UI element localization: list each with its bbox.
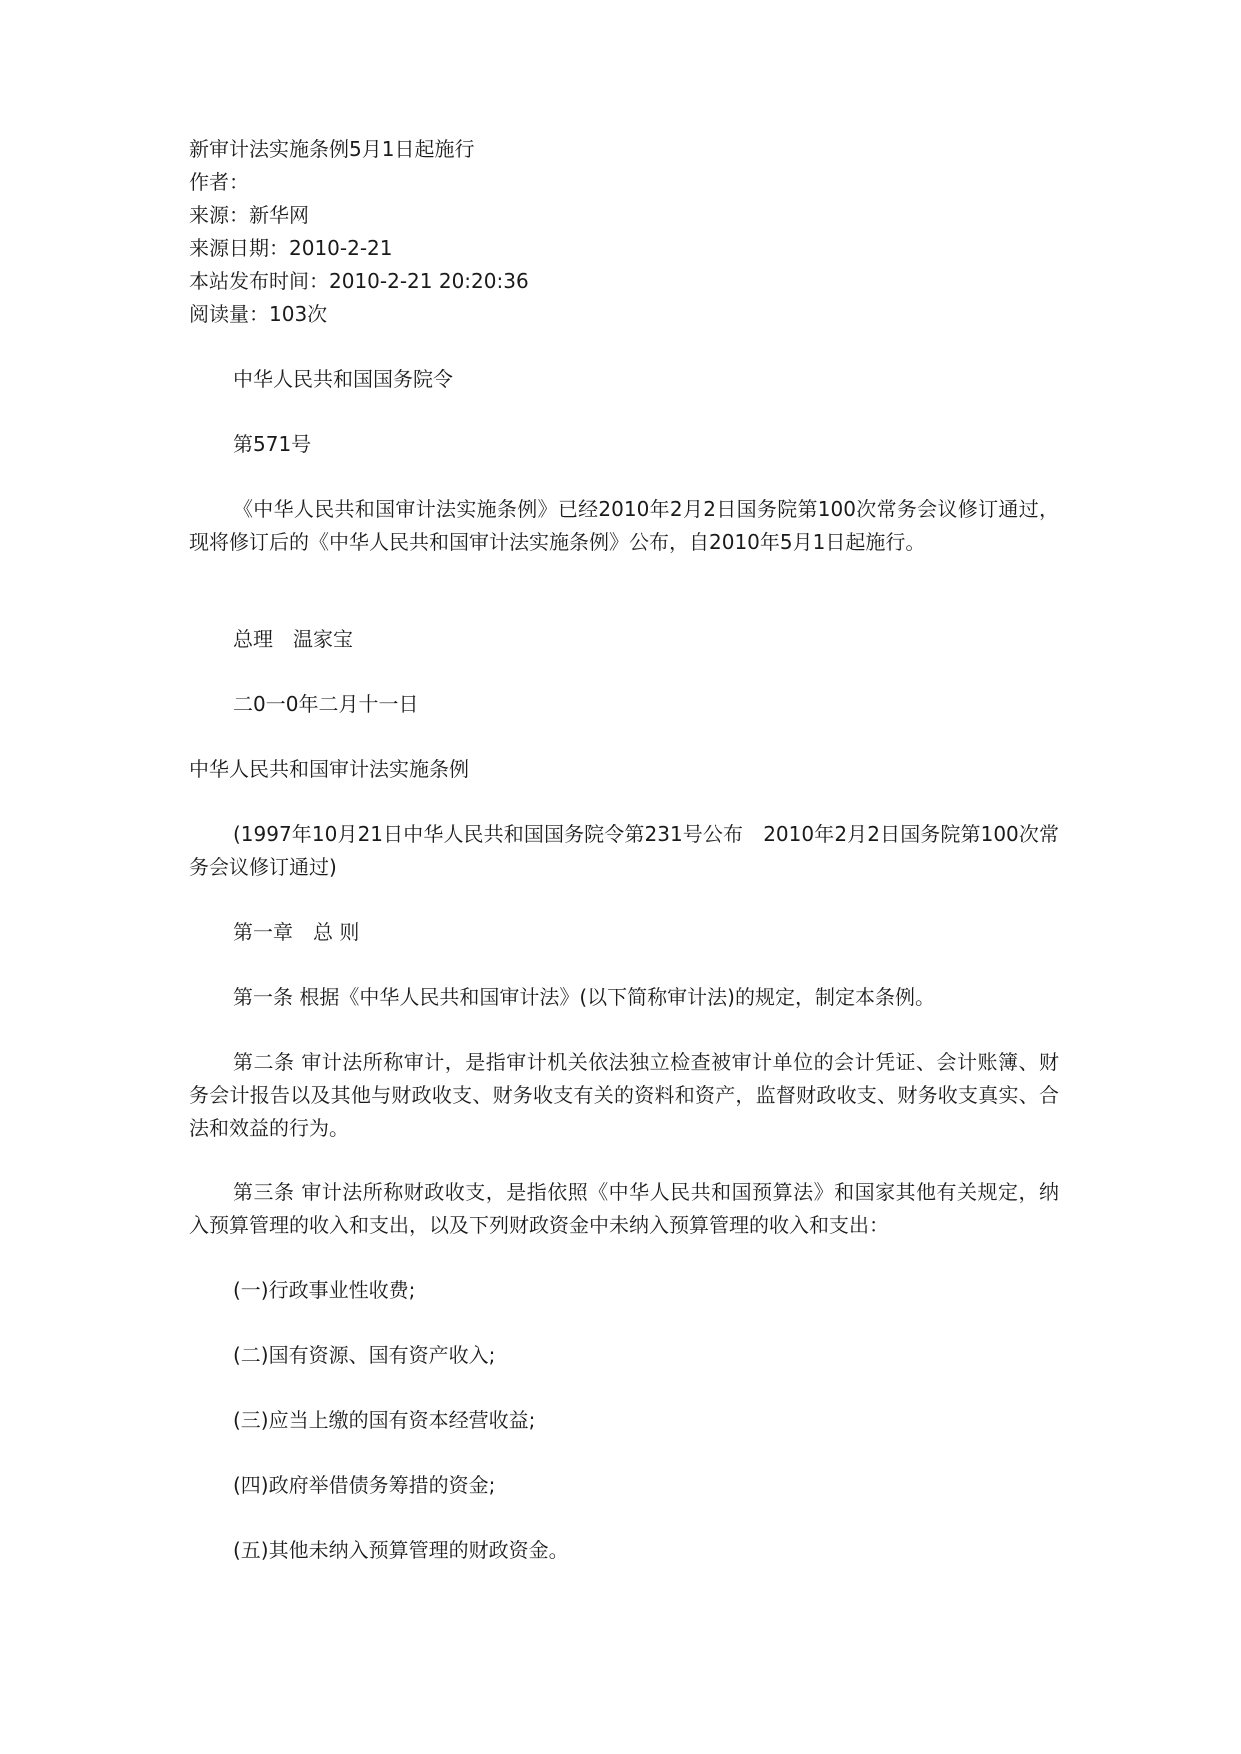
decree-signer: 总理 温家宝 xyxy=(233,627,353,651)
source-date-line: 来源日期：2010-2-21 xyxy=(189,236,393,260)
regulation-title: 中华人民共和国审计法实施条例 xyxy=(189,757,469,781)
article-1: 第一条 根据《中华人民共和国审计法》(以下简称审计法)的规定，制定本条例。 xyxy=(233,985,935,1009)
list-item: (三)应当上缴的国有资本经营收益; xyxy=(233,1408,536,1432)
list-item: (五)其他未纳入预算管理的财政资金。 xyxy=(233,1538,569,1562)
list-item: (一)行政事业性收费; xyxy=(233,1278,416,1302)
list-item: (二)国有资源、国有资产收入; xyxy=(233,1343,496,1367)
article-3: 第三条 审计法所称财政收支，是指依照《中华人民共和国预算法》和国家其他有关规定，纳入预算管理的收入和支出，以及下列财政资金中未纳入预算管理的收入和支出： xyxy=(189,1180,1059,1237)
article-title: 新审计法实施条例5月1日起施行 xyxy=(189,137,475,161)
decree-body: 《中华人民共和国审计法实施条例》已经2010年2月2日国务院第100次常务会议修订通过，现将修订后的《中华人民共和国审计法实施条例》公布，自2010年5月1日起施行。 xyxy=(189,497,1059,554)
decree-number: 第571号 xyxy=(233,432,312,456)
decree-issuer: 中华人民共和国国务院令 xyxy=(233,367,453,391)
article-2: 第二条 审计法所称审计，是指审计机关依法独立检查被审计单位的会计凭证、会计账簿、财务会计报告以及其他与财政收支、财务收支有关的资料和资产，监督财政收支、财务收支真实、合法和效益的行为。 xyxy=(189,1050,1059,1140)
author-line: 作者： xyxy=(189,170,249,194)
regulation-history: (1997年10月21日中华人民共和国国务院令第231号公布 2010年2月2日国务院第100次常务会议修订通过) xyxy=(189,822,1059,879)
decree-date: 二0一0年二月十一日 xyxy=(233,692,419,716)
read-count-line: 阅读量：103次 xyxy=(189,302,328,326)
list-item: (四)政府举借债务筹措的资金; xyxy=(233,1473,496,1497)
publish-time-line: 本站发布时间：2010-2-21 20:20:36 xyxy=(189,269,529,293)
chapter-heading: 第一章 总 则 xyxy=(233,920,360,944)
source-line: 来源：新华网 xyxy=(189,203,309,227)
